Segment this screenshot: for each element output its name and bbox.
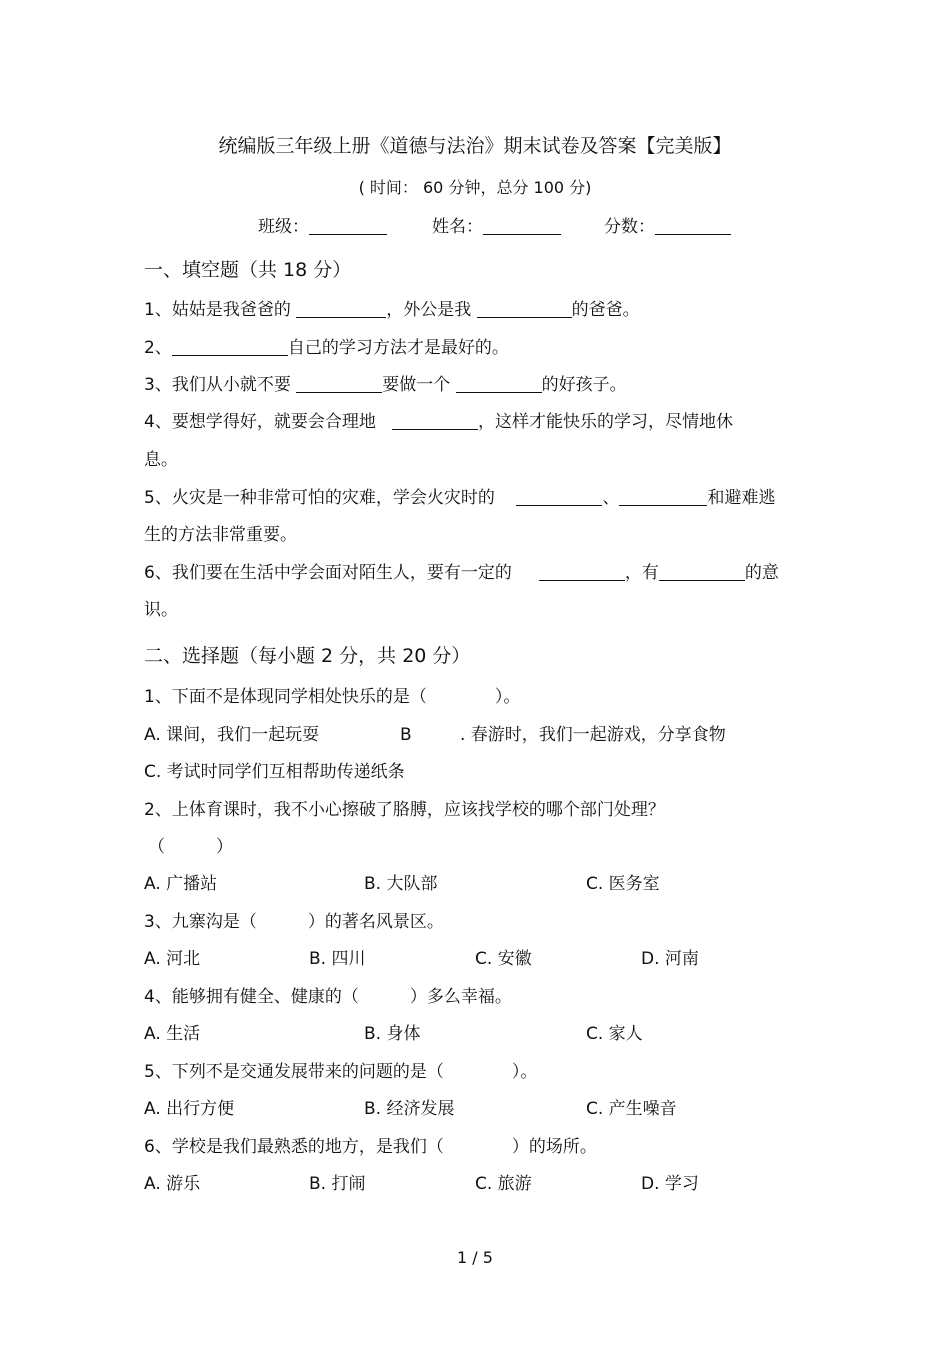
fill-question-2: 2、 自己的学习方法才是最好的。: [144, 338, 509, 358]
name-field: [432, 212, 561, 237]
name-blank: [483, 216, 561, 235]
fill-question-5: 5、火灾是一种非常可怕的灾难，学会火灾时的 、 和避难逃: [144, 488, 776, 508]
choice-6-option-a: A. 游乐: [144, 1174, 201, 1194]
answer-blank: [296, 299, 386, 318]
fill-question-4-cont: 息。: [144, 450, 178, 470]
choice-2-option-b: B. 大队部: [364, 874, 438, 894]
fill-question-4: 4、要想学得好，就要会合理地 ，这样才能快乐的学习，尽情地休: [144, 412, 734, 432]
score-field: [604, 212, 731, 237]
choice-question-4: 4、能够拥有健全、健康的（ ）多么幸福。: [144, 987, 512, 1007]
page-title: 统编版三年级上册《道德与法治》期末试卷及答案【完美版】: [218, 135, 732, 157]
choice-6-option-c: C. 旅游: [475, 1174, 532, 1194]
choice-4-option-a: A. 生活: [144, 1024, 201, 1044]
fill-question-5-cont: 生的方法非常重要。: [144, 525, 297, 545]
answer-blank: [456, 374, 542, 393]
choice-3-option-a: A. 河北: [144, 949, 201, 969]
answer-blank: [539, 562, 625, 581]
score-label: 分数：: [604, 217, 655, 237]
class-blank: [309, 216, 387, 235]
section-choice-heading: 二、选择题（每小题 2 分，共 20 分）: [144, 645, 471, 667]
answer-blank: [619, 487, 707, 506]
choice-6-option-b: B. 打闹: [309, 1174, 366, 1194]
fill-question-3: 3、我们从小就不要 要做一个 的好孩子。: [144, 375, 627, 395]
choice-5-option-a: A. 出行方便: [144, 1099, 235, 1119]
choice-4-option-c: C. 家人: [586, 1024, 643, 1044]
choice-2-option-a: A. 广播站: [144, 874, 218, 894]
answer-blank: [392, 411, 478, 430]
class-field: [258, 212, 387, 237]
choice-question-3: 3、九寨沟是（ ）的著名风景区。: [144, 912, 444, 932]
choice-3-option-d: D. 河南: [641, 949, 699, 969]
exam-time-score: ( 时间： 60 分钟，总分 100 分): [358, 178, 592, 197]
answer-blank: [659, 562, 745, 581]
fill-question-6-cont: 识。: [144, 600, 178, 620]
name-label: 姓名：: [432, 217, 483, 237]
choice-2-option-c: C. 医务室: [586, 874, 660, 894]
answer-blank: [516, 487, 602, 506]
score-blank: [655, 216, 731, 235]
choice-1-option-c: C. 考试时同学们互相帮助传递纸条: [144, 762, 405, 782]
choice-2-answer-paren: （ ）: [148, 837, 233, 857]
answer-blank: [477, 299, 572, 318]
section-fill-in-heading: 一、填空题（共 18 分）: [144, 259, 352, 281]
choice-1-option-b-letter: B: [400, 725, 412, 745]
page-number: 1 / 5: [457, 1248, 493, 1267]
choice-question-5: 5、下列不是交通发展带来的问题的是（ ）。: [144, 1062, 538, 1082]
choice-question-2: 2、上体育课时，我不小心擦破了胳膊，应该找学校的哪个部门处理？: [144, 800, 665, 820]
choice-1-option-a: A. 课间，我们一起玩耍: [144, 725, 320, 745]
choice-5-option-c: C. 产生噪音: [586, 1099, 677, 1119]
answer-blank: [172, 337, 288, 356]
choice-question-6: 6、学校是我们最熟悉的地方，是我们（ ）的场所。: [144, 1137, 597, 1157]
choice-3-option-c: C. 安徽: [475, 949, 532, 969]
choice-3-option-b: B. 四川: [309, 949, 366, 969]
choice-6-option-d: D. 学习: [641, 1174, 699, 1194]
choice-4-option-b: B. 身体: [364, 1024, 421, 1044]
choice-5-option-b: B. 经济发展: [364, 1099, 455, 1119]
fill-question-6: 6、我们要在生活中学会面对陌生人，要有一定的 ，有 的意: [144, 563, 779, 583]
class-label: 班级：: [258, 217, 309, 237]
fill-question-1: 1、姑姑是我爸爸的 ，外公是我 的爸爸。: [144, 300, 640, 320]
answer-blank: [296, 374, 382, 393]
choice-1-option-b: . 春游时，我们一起游戏，分享食物: [460, 725, 726, 745]
choice-question-1: 1、下面不是体现同学相处快乐的是（ ）。: [144, 687, 521, 707]
